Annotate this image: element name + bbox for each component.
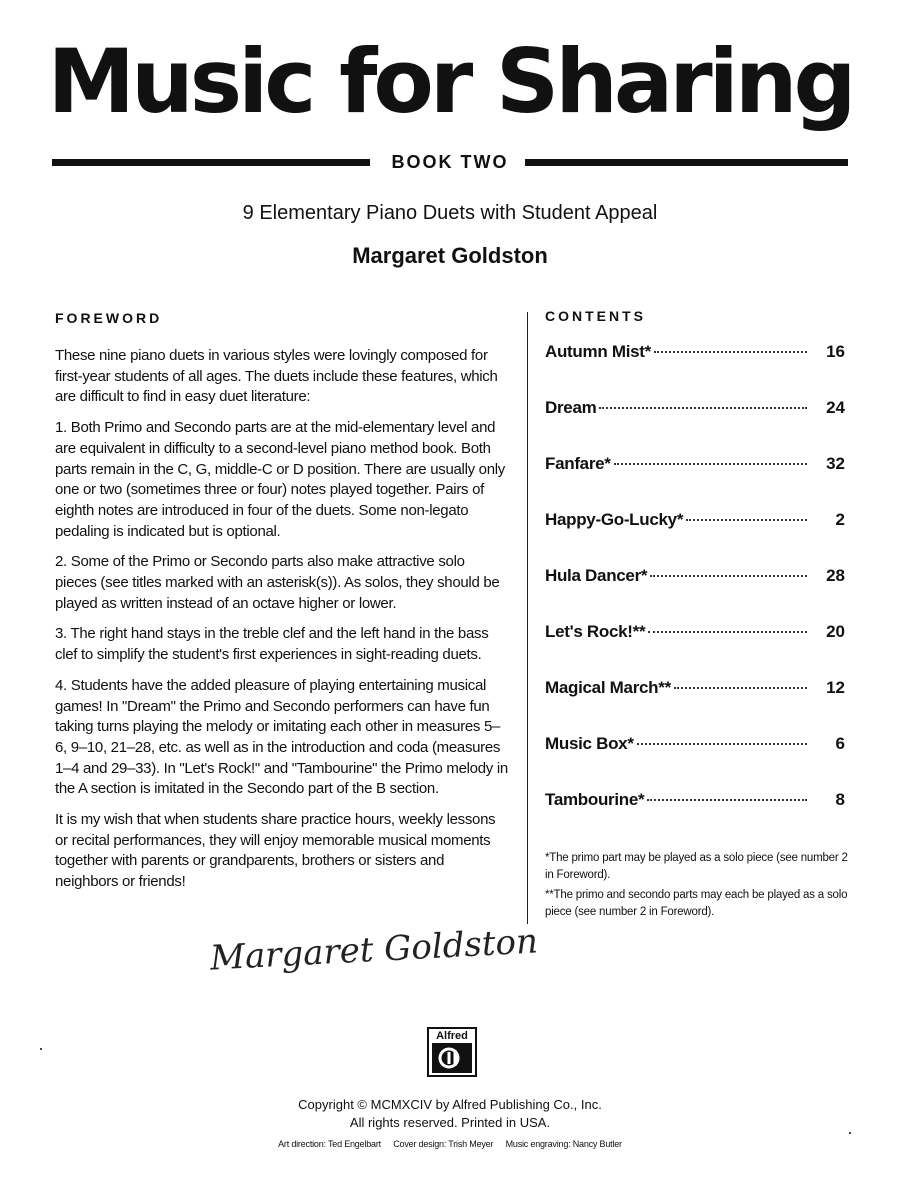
leader-dots (637, 743, 807, 745)
leader-dots (686, 519, 807, 521)
alfred-logo (427, 1027, 477, 1077)
contents-item-page: 24 (826, 398, 845, 417)
subtitle: 9 Elementary Piano Duets with Student Appeal (242, 202, 658, 224)
foreword-heading: FOREWORD (55, 310, 163, 326)
book-label: BOOK TWO (391, 152, 509, 172)
contents-item (545, 342, 845, 398)
credit-cover-design: Cover design: Trish Meyer (393, 1139, 494, 1149)
contents-heading: CONTENTS (545, 308, 646, 324)
logo-text: Alfred (436, 1030, 468, 1042)
rights-line: All rights reserved. Printed in USA. (349, 1115, 551, 1130)
copyright (0, 1096, 900, 1132)
contents-item-page: 28 (826, 566, 845, 585)
column-divider (527, 312, 528, 924)
contents-item-page: 2 (835, 510, 845, 529)
contents-item-page: 12 (826, 678, 845, 697)
contents-item-title: Autumn Mist* (545, 342, 651, 361)
contents-item (545, 678, 845, 734)
foreword-paragraph: 3. The right hand stays in the treble clef and the left hand in the bass clef to simplify the student's first experiences in sight-reading duets. (55, 625, 489, 664)
contents-item-title: Tambourine* (545, 790, 645, 809)
foreword-paragraph: These nine piano duets in various styles were lovingly composed for first-year students of all ages. The duets include these features, which are difficult to find in easy duet literature: (55, 347, 498, 406)
contents-item (545, 622, 845, 678)
contents-notes (545, 850, 855, 924)
note-single-asterisk: *The primo part may be played as a solo piece (see number 2 in Foreword). (545, 852, 848, 881)
print-speck (40, 1048, 42, 1050)
rule-right (525, 159, 848, 166)
contents-item-page: 32 (826, 454, 845, 473)
foreword-paragraph: It is my wish that when students share practice hours, weekly lessons or recital performances, they will enjoy memorable musical moments together with parents or grandparents, brothers or sisters and neighbors or friends! (55, 811, 496, 891)
contents-item-title: Magical March** (545, 678, 671, 697)
contents-item-title: Happy-Go-Lucky* (545, 510, 684, 529)
contents-item-title: Fanfare* (545, 454, 611, 473)
contents-item-title: Hula Dancer* (545, 566, 648, 585)
foreword-paragraph: 4. Students have the added pleasure of playing entertaining musical games! In "Dream" the Primo and Secondo performers can have fun taking turns playing the melody or imitating each other in measures 5–6, 9–10, 21–28, etc. as well as in the introduction and coda (measures 1–4 and 29–33). In "Let's Rock!" and "Tambourine" the Primo melody in the A section is imitated in the Secondo part of the B section. (55, 676, 508, 798)
leader-dots (599, 407, 807, 409)
contents-item (545, 454, 845, 510)
contents-item-page: 20 (826, 622, 845, 641)
author: Margaret Goldston (352, 243, 548, 268)
contents-item (545, 510, 845, 566)
contents-item-page: 6 (835, 734, 845, 753)
copyright-line: Copyright © MCMXCIV by Alfred Publishing Co., Inc. (298, 1097, 602, 1112)
contents-item-title: Let's Rock!** (545, 622, 646, 641)
contents-item (545, 734, 845, 790)
contents-item-page: 8 (835, 790, 845, 809)
contents-item-title: Music Box* (545, 734, 634, 753)
contents-list (545, 342, 845, 846)
contents-item (545, 398, 845, 454)
foreword-paragraph: 2. Some of the Primo or Secondo parts also make attractive solo pieces (see titles marked with an asterisk(s)). As solos, they should be played as written instead of an octave higher or lower. (55, 553, 500, 612)
credit-music-engraving: Music engraving: Nancy Butler (505, 1139, 622, 1149)
contents-item-title: Dream (545, 398, 597, 417)
note-double-asterisk: **The primo and secondo parts may each be played as a solo piece (see number 2 in Foreword). (545, 889, 848, 918)
leader-dots (650, 575, 807, 577)
title-rule (52, 150, 848, 174)
foreword-paragraph: 1. Both Primo and Secondo parts are at the mid-elementary level and are equivalent in difficulty to a second-level piano method book. Both parts remain in the C, G, middle-C or D position. There are usually only one or two (sometimes three or four) notes played together. Pairs of eighth notes are introduced in four of the duets. Some non-legato pedaling is indicated but is optional. (55, 419, 505, 540)
contents-item (545, 790, 845, 846)
foreword-text (55, 346, 510, 903)
leader-dots (674, 687, 807, 689)
leader-dots (654, 351, 807, 353)
print-speck (849, 1132, 851, 1134)
signature: Margaret Goldston (209, 921, 539, 979)
credit-art-direction: Art direction: Ted Engelbart (278, 1139, 381, 1149)
contents-item-page: 16 (826, 342, 845, 361)
leader-dots (647, 799, 807, 801)
contents-item (545, 566, 845, 622)
credits (0, 1139, 900, 1149)
leader-dots (648, 631, 807, 633)
logo-mark-icon (429, 1042, 475, 1076)
leader-dots (614, 463, 807, 465)
page-title: Music for Sharing (47, 30, 853, 133)
